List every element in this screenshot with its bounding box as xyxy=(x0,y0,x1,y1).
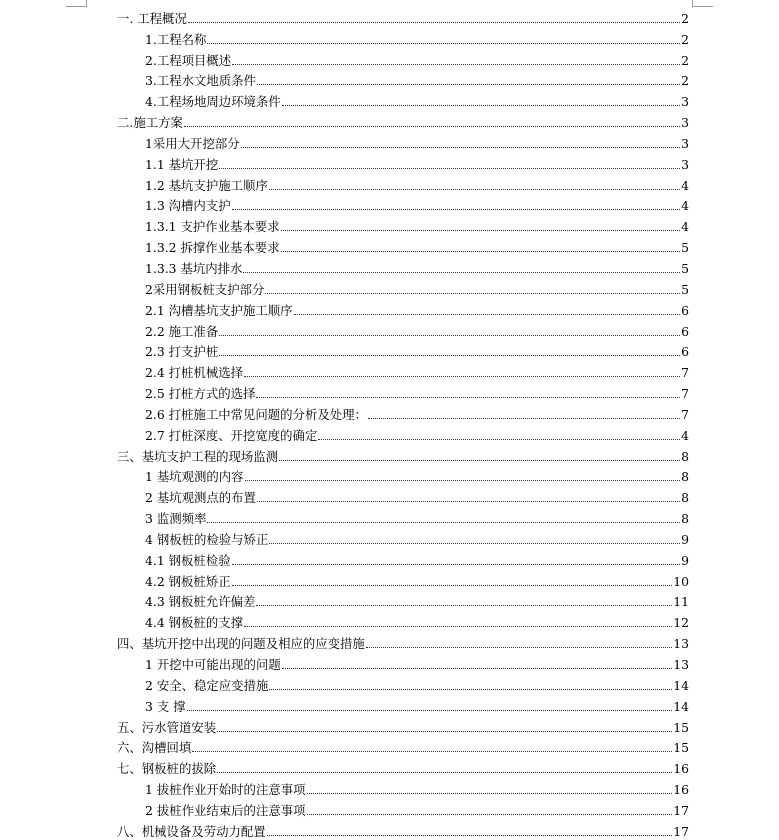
toc-page-number: 3 xyxy=(681,156,689,172)
toc-dot-leader xyxy=(217,731,672,732)
toc-entry-title: 1.1 基坑开挖 xyxy=(145,156,219,172)
toc-dot-leader xyxy=(207,522,680,523)
toc-dot-leader xyxy=(267,835,673,836)
toc-entry-title: 2 基坑观测点的布置 xyxy=(145,490,256,506)
toc-section-entry[interactable] xyxy=(0,797,779,818)
toc-chapter-entry[interactable] xyxy=(0,735,779,756)
toc-page-number: 17 xyxy=(673,802,689,818)
toc-page-number: 13 xyxy=(673,636,689,652)
toc-page-number: 8 xyxy=(681,469,689,485)
toc-dot-leader xyxy=(366,647,672,648)
toc-dot-leader xyxy=(184,126,680,127)
toc-section-entry[interactable] xyxy=(0,234,779,255)
toc-page-number: 7 xyxy=(681,406,689,422)
toc-dot-leader xyxy=(232,585,673,586)
toc-section-entry[interactable] xyxy=(0,130,779,151)
toc-section-entry[interactable] xyxy=(0,568,779,589)
toc-page-number: 6 xyxy=(681,302,689,318)
toc-page-number: 5 xyxy=(681,240,689,256)
toc-page-number: 5 xyxy=(681,281,689,297)
toc-page-number: 8 xyxy=(681,511,689,527)
toc-dot-leader xyxy=(282,105,680,106)
toc-section-entry[interactable] xyxy=(0,213,779,234)
toc-page-number: 15 xyxy=(673,740,689,756)
toc-section-entry[interactable] xyxy=(0,651,779,672)
toc-dot-leader xyxy=(243,272,680,273)
toc-entry-title: 1.3.3 基坑内排水 xyxy=(145,260,243,276)
toc-page-number: 13 xyxy=(673,657,689,672)
toc-entry-title: 3 监测频率 xyxy=(145,511,207,527)
toc-section-entry[interactable] xyxy=(0,422,779,443)
toc-page-number: 9 xyxy=(681,552,689,568)
toc-section-entry[interactable] xyxy=(0,26,779,47)
toc-dot-leader xyxy=(269,689,672,690)
toc-dot-leader xyxy=(245,480,681,481)
toc-dot-leader xyxy=(219,335,680,336)
toc-entry-title: 2采用钢板桩支护部分 xyxy=(145,281,265,297)
toc-page-number: 5 xyxy=(681,260,689,276)
toc-page-number: 15 xyxy=(673,719,689,735)
toc-entry-title: 3.工程水文地质条件 xyxy=(145,73,256,89)
toc-dot-leader xyxy=(256,397,680,398)
toc-entry-title: 2.2 施工准备 xyxy=(145,323,219,339)
toc-section-entry[interactable] xyxy=(0,359,779,380)
toc-entry-title: 2 拔桩作业结束后的注意事项 xyxy=(145,802,306,818)
toc-section-entry[interactable] xyxy=(0,172,779,193)
toc-dot-leader xyxy=(256,605,672,606)
toc-dot-leader xyxy=(257,84,680,85)
toc-entry-title: 1 开挖中可能出现的问题 xyxy=(145,657,281,672)
toc-section-entry[interactable] xyxy=(0,47,779,68)
toc-chapter-entry[interactable] xyxy=(0,714,779,735)
toc-dot-leader xyxy=(307,814,673,815)
toc-page-number: 6 xyxy=(681,344,689,360)
toc-page-number: 2 xyxy=(681,73,689,89)
toc-page-number: 12 xyxy=(673,615,689,631)
toc-dot-leader xyxy=(279,460,680,461)
toc-page-number: 3 xyxy=(681,94,689,110)
toc-dot-leader xyxy=(294,314,681,315)
toc-entry-title: 2.7 打桩深度、开挖宽度的确定 xyxy=(145,427,318,443)
toc-entry-title: 4.4 钢板桩的支撑 xyxy=(145,615,243,631)
toc-page-number: 16 xyxy=(673,782,689,798)
toc-entry-title: 1.3.1 支护作业基本要求 xyxy=(145,219,280,235)
toc-chapter-entry[interactable] xyxy=(0,5,779,26)
toc-chapter-entry[interactable] xyxy=(0,818,779,839)
toc-section-entry[interactable] xyxy=(0,255,779,276)
toc-page-number: 4 xyxy=(681,198,689,214)
toc-dot-leader xyxy=(241,147,680,148)
toc-entry-title: 1.3 沟槽内支护 xyxy=(145,198,231,214)
toc-dot-leader xyxy=(219,168,680,169)
toc-entry-title: 八、机械设备及劳动力配置 xyxy=(117,823,266,839)
toc-page-number: 14 xyxy=(673,677,689,693)
toc-section-entry[interactable] xyxy=(0,401,779,422)
toc-entry-title: 2.工程项目概述 xyxy=(145,52,232,68)
toc-dot-leader xyxy=(192,751,672,752)
toc-page-number: 6 xyxy=(681,323,689,339)
toc-dot-leader xyxy=(368,418,680,419)
toc-page-number: 4 xyxy=(681,177,689,193)
toc-dot-leader xyxy=(244,376,680,377)
toc-page-number: 8 xyxy=(681,490,689,506)
table-of-contents xyxy=(0,5,779,839)
toc-section-entry[interactable] xyxy=(0,693,779,714)
toc-page-number: 7 xyxy=(681,386,689,402)
toc-dot-leader xyxy=(269,189,680,190)
toc-section-entry[interactable] xyxy=(0,526,779,547)
toc-section-entry[interactable] xyxy=(0,318,779,339)
toc-section-entry[interactable] xyxy=(0,297,779,318)
toc-entry-title: 五、污水管道安装 xyxy=(117,719,217,735)
toc-page-number: 2 xyxy=(681,31,689,47)
toc-entry-title: 2.3 打支护桩 xyxy=(145,344,219,360)
toc-entry-title: 2.1 沟槽基坑支护施工顺序 xyxy=(145,302,293,318)
toc-dot-leader xyxy=(207,43,680,44)
toc-dot-leader xyxy=(282,668,672,669)
toc-section-entry[interactable] xyxy=(0,151,779,172)
toc-dot-leader xyxy=(281,251,681,252)
toc-chapter-entry[interactable] xyxy=(0,443,779,464)
toc-page-number: 2 xyxy=(681,52,689,68)
toc-dot-leader xyxy=(281,230,681,231)
toc-section-entry[interactable] xyxy=(0,464,779,485)
toc-page-number: 7 xyxy=(681,365,689,381)
toc-entry-title: 2 安全、稳定应变措施 xyxy=(145,677,269,693)
toc-chapter-entry[interactable] xyxy=(0,109,779,130)
toc-dot-leader xyxy=(257,501,680,502)
toc-dot-leader xyxy=(307,793,673,794)
toc-entry-title: 四、基坑开挖中出现的问题及相应的应变措施 xyxy=(117,636,365,652)
toc-entry-title: 1 基坑观测的内容 xyxy=(145,469,244,485)
toc-section-entry[interactable] xyxy=(0,380,779,401)
toc-entry-title: 六、沟槽回填 xyxy=(117,740,192,756)
toc-section-entry[interactable] xyxy=(0,589,779,610)
toc-section-entry[interactable] xyxy=(0,505,779,526)
toc-entry-title: 4.1 钢板桩检验 xyxy=(145,552,231,568)
toc-chapter-entry[interactable] xyxy=(0,755,779,776)
toc-dot-leader xyxy=(318,439,680,440)
toc-chapter-entry[interactable] xyxy=(0,630,779,651)
toc-page-number: 4 xyxy=(681,427,689,443)
toc-entry-title: 二.施工方案 xyxy=(117,115,183,131)
toc-dot-leader xyxy=(187,710,673,711)
toc-section-entry[interactable] xyxy=(0,88,779,109)
toc-section-entry[interactable] xyxy=(0,339,779,360)
toc-section-entry[interactable] xyxy=(0,276,779,297)
toc-section-entry[interactable] xyxy=(0,68,779,89)
toc-section-entry[interactable] xyxy=(0,672,779,693)
toc-page-number: 3 xyxy=(681,135,689,151)
toc-dot-leader xyxy=(232,209,681,210)
toc-dot-leader xyxy=(244,626,672,627)
toc-entry-title: 4 钢板桩的检验与矫正 xyxy=(145,531,269,547)
toc-dot-leader xyxy=(219,355,680,356)
toc-entry-title: 2.5 打桩方式的选择 xyxy=(145,386,256,402)
toc-dot-leader xyxy=(269,543,680,544)
toc-entry-title: 4.工程场地周边环境条件 xyxy=(145,94,281,110)
toc-dot-leader xyxy=(265,293,680,294)
toc-page-number: 2 xyxy=(681,10,689,26)
toc-entry-title: 一. 工程概况 xyxy=(117,10,187,26)
toc-section-entry[interactable] xyxy=(0,547,779,568)
toc-entry-title: 三、基坑支护工程的现场监测 xyxy=(117,448,279,464)
toc-page-number: 16 xyxy=(673,761,689,777)
toc-dot-leader xyxy=(217,772,672,773)
toc-page-number: 3 xyxy=(681,115,689,131)
toc-section-entry[interactable] xyxy=(0,776,779,797)
toc-page-number: 8 xyxy=(681,448,689,464)
toc-entry-title: 4.2 钢板桩矫正 xyxy=(145,573,231,589)
toc-entry-title: 2.4 打桩机械选择 xyxy=(145,365,243,381)
toc-page-number: 10 xyxy=(673,573,689,589)
toc-section-entry[interactable] xyxy=(0,193,779,214)
toc-page-number: 17 xyxy=(673,823,689,839)
toc-entry-title: 4.3 钢板桩允许偏差 xyxy=(145,594,256,610)
toc-entry-title: 3 支 撑 xyxy=(145,698,186,714)
toc-entry-title: 1.工程名称 xyxy=(145,31,207,47)
toc-page-number: 11 xyxy=(673,594,689,610)
toc-dot-leader xyxy=(232,564,681,565)
toc-dot-leader xyxy=(188,22,680,23)
toc-page-number: 4 xyxy=(681,219,689,235)
toc-entry-title: 七、钢板桩的拔除 xyxy=(117,761,217,777)
toc-entry-title: 1.2 基坑支护施工顺序 xyxy=(145,177,268,193)
toc-page-number: 14 xyxy=(673,698,689,714)
toc-entry-title: 2.6 打桩施工中常见问题的分析及处理： xyxy=(145,406,367,422)
toc-entry-title: 1采用大开挖部分 xyxy=(145,135,240,151)
toc-page-number: 9 xyxy=(681,531,689,547)
toc-section-entry[interactable] xyxy=(0,484,779,505)
toc-dot-leader xyxy=(232,64,680,65)
toc-entry-title: 1 拔桩作业开始时的注意事项 xyxy=(145,782,306,798)
toc-entry-title: 1.3.2 拆撑作业基本要求 xyxy=(145,240,280,256)
toc-section-entry[interactable] xyxy=(0,609,779,630)
